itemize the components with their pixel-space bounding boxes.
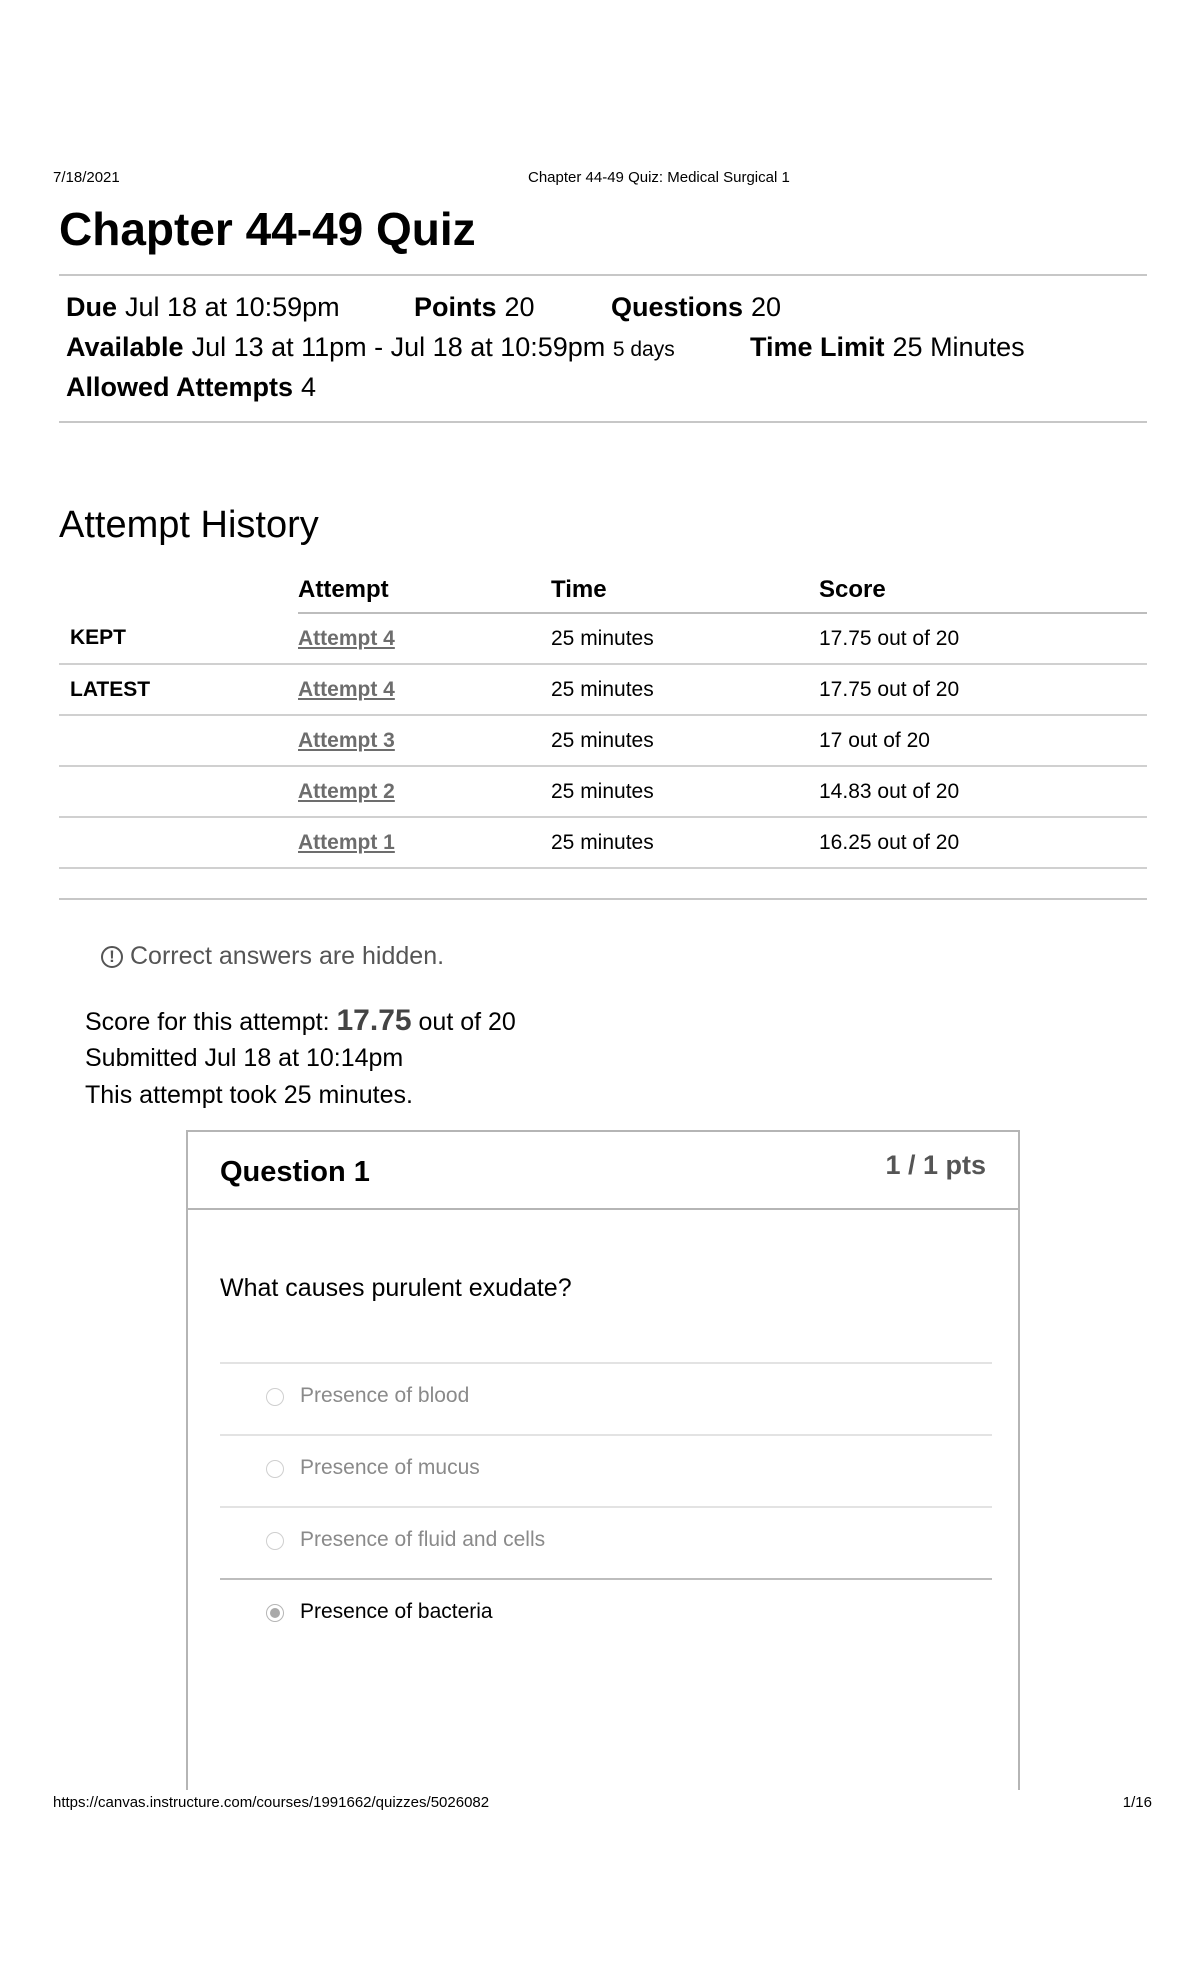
attempt-score: 17.75 out of 20 — [819, 664, 1147, 715]
question-header — [188, 1132, 1018, 1210]
answer-radio[interactable] — [266, 1388, 284, 1406]
answer-option — [220, 1434, 992, 1506]
answer-radio[interactable] — [266, 1460, 284, 1478]
attempt-status: KEPT — [59, 613, 298, 664]
allowed-attempts-value: 4 — [301, 372, 317, 402]
divider — [59, 274, 1147, 276]
divider — [59, 898, 1147, 900]
notice-text: Correct answers are hidden. — [130, 942, 445, 970]
attempt-history-table — [59, 568, 1147, 869]
table-row — [59, 715, 1147, 766]
attempt-time: 25 minutes — [551, 613, 819, 664]
available-label: Available — [66, 332, 184, 362]
attempt-time: 25 minutes — [551, 664, 819, 715]
attempt-score-value: 17.75 — [336, 1004, 412, 1037]
question-card — [186, 1130, 1020, 1790]
answer-radio-selected[interactable] — [266, 1604, 284, 1622]
column-header-attempt: Attempt — [298, 568, 551, 613]
table-row — [59, 664, 1147, 715]
due-info — [66, 292, 340, 323]
correct-answers-hidden-notice — [101, 942, 444, 971]
attempt-time: 25 minutes — [551, 817, 819, 868]
table-header-row — [59, 568, 1147, 613]
answer-option — [220, 1506, 992, 1578]
attempt-link[interactable]: Attempt 4 — [298, 626, 395, 650]
attempt-duration: This attempt took 25 minutes. — [85, 1081, 413, 1109]
question-points: 1 / 1 pts — [885, 1150, 986, 1180]
answer-list — [220, 1362, 992, 1650]
answer-option — [220, 1362, 992, 1434]
due-value: Jul 18 at 10:59pm — [125, 292, 340, 322]
points-label: Points — [414, 292, 497, 322]
print-url: https://canvas.instructure.com/courses/1991662/quizzes/5026082 — [53, 1794, 490, 1811]
question-title: Question 1 — [220, 1156, 370, 1188]
attempt-score: 16.25 out of 20 — [819, 817, 1147, 868]
attempt-link[interactable]: Attempt 3 — [298, 728, 395, 752]
available-value: Jul 13 at 11pm - Jul 18 at 10:59pm — [191, 332, 606, 362]
question-text: What causes purulent exudate? — [220, 1274, 572, 1302]
score-suffix: out of 20 — [418, 1008, 516, 1036]
column-header-time: Time — [551, 568, 819, 613]
answer-option-selected — [220, 1578, 992, 1650]
attempt-link[interactable]: Attempt 1 — [298, 830, 395, 854]
column-header-status — [59, 568, 298, 613]
exclamation-circle-icon: ! — [101, 946, 123, 968]
print-page-number: 1/16 — [1122, 1794, 1152, 1811]
attempt-status — [59, 715, 298, 766]
print-date: 7/18/2021 — [53, 169, 120, 186]
allowed-attempts-info — [66, 372, 316, 403]
questions-value: 20 — [751, 292, 782, 322]
print-page-title: Chapter 44-49 Quiz: Medical Surgical 1 — [528, 169, 790, 186]
time-limit-label: Time Limit — [750, 332, 885, 362]
divider — [59, 421, 1147, 423]
answer-label: Presence of fluid and cells — [300, 1528, 546, 1551]
points-info — [414, 292, 535, 323]
answer-label: Presence of mucus — [300, 1456, 480, 1479]
attempt-link[interactable]: Attempt 2 — [298, 779, 395, 803]
available-duration: 5 days — [612, 338, 675, 361]
answer-radio[interactable] — [266, 1532, 284, 1550]
table-row — [59, 613, 1147, 664]
attempt-status — [59, 766, 298, 817]
questions-label: Questions — [611, 292, 744, 322]
time-limit-info — [750, 332, 1025, 363]
attempt-score: 17 out of 20 — [819, 715, 1147, 766]
attempt-score-line — [85, 1004, 516, 1038]
attempt-status — [59, 817, 298, 868]
answer-label: Presence of blood — [300, 1384, 470, 1407]
attempt-score: 14.83 out of 20 — [819, 766, 1147, 817]
attempt-link[interactable]: Attempt 4 — [298, 677, 395, 701]
attempt-time: 25 minutes — [551, 715, 819, 766]
points-value: 20 — [504, 292, 535, 322]
score-prefix: Score for this attempt: — [85, 1008, 330, 1036]
answer-label: Presence of bacteria — [300, 1600, 493, 1623]
table-row — [59, 817, 1147, 868]
allowed-attempts-label: Allowed Attempts — [66, 372, 294, 402]
available-info — [66, 332, 675, 363]
attempt-time: 25 minutes — [551, 766, 819, 817]
quiz-title: Chapter 44-49 Quiz — [59, 203, 476, 255]
attempt-history-title: Attempt History — [59, 504, 319, 546]
attempt-score: 17.75 out of 20 — [819, 613, 1147, 664]
submitted-time: Submitted Jul 18 at 10:14pm — [85, 1044, 404, 1072]
attempt-status: LATEST — [59, 664, 298, 715]
due-label: Due — [66, 292, 118, 322]
table-row — [59, 766, 1147, 817]
time-limit-value: 25 Minutes — [892, 332, 1025, 362]
column-header-score: Score — [819, 568, 1147, 613]
questions-info — [611, 292, 781, 323]
